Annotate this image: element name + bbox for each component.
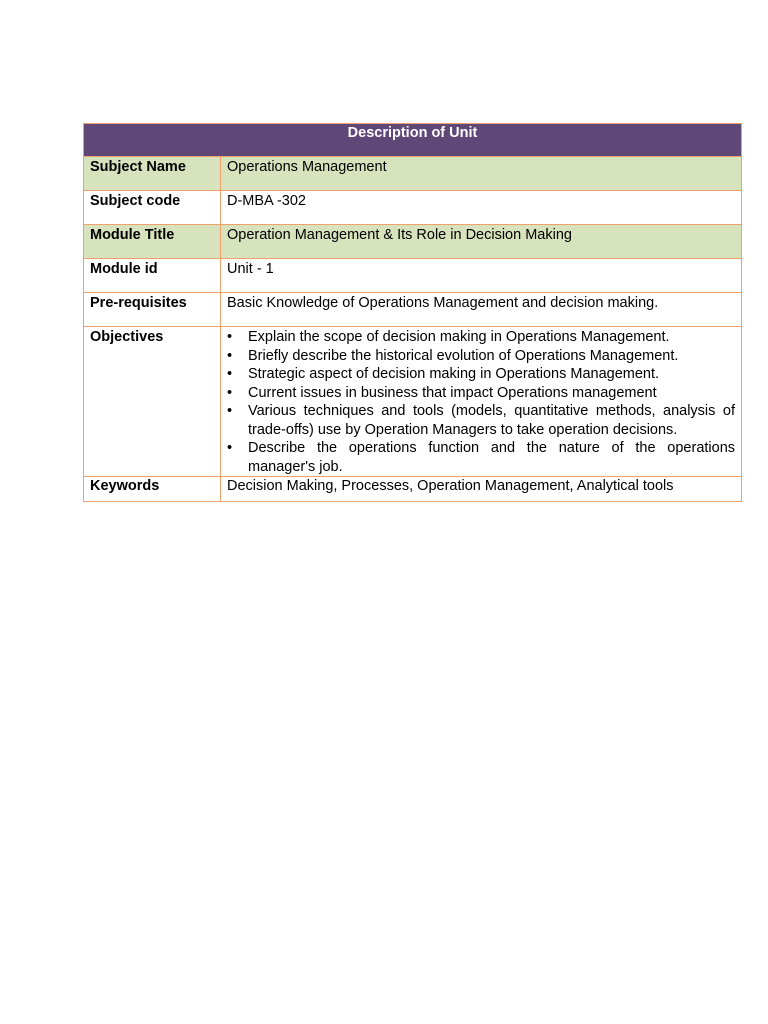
bullet-icon: • — [227, 366, 233, 382]
bullet-icon: • — [227, 347, 233, 364]
bullet-icon: • — [227, 329, 233, 345]
table-row-module-id — [84, 259, 742, 293]
row-label: Pre-requisites — [84, 293, 221, 327]
table-row-keywords — [84, 477, 742, 502]
row-label: Keywords — [84, 477, 221, 502]
row-label: Subject code — [84, 191, 221, 225]
table-row-pre-requisites — [84, 293, 742, 327]
list-item-text: Various techniques and tools (models, quantitative methods, analysis of trade-offs) use by Operation Managers to take operation decisions. — [248, 403, 736, 438]
bullet-icon: • — [227, 384, 233, 401]
list-item — [227, 384, 735, 403]
row-value: Operation Management & Its Role in Decision Making — [221, 225, 742, 259]
list-item — [227, 347, 735, 366]
list-item-text: Describe the operations function and the nature of the operations manager's job. — [248, 440, 736, 475]
table-header-text: Description of Unit — [347, 125, 478, 141]
list-item — [227, 439, 735, 476]
table-row-subject-code — [84, 191, 742, 225]
list-item-text: Briefly describe the historical evolution of Operations Management. — [248, 347, 679, 364]
row-value — [221, 327, 742, 477]
list-item-text: Current issues in business that impact Operations management — [248, 384, 657, 401]
bullet-icon: • — [227, 440, 233, 456]
list-item-text: Explain the scope of decision making in Operations Management. — [248, 329, 670, 345]
list-item — [227, 402, 735, 439]
list-item — [227, 328, 735, 347]
row-value: Basic Knowledge of Operations Management and decision making. — [221, 293, 742, 327]
list-item-text: Strategic aspect of decision making in Operations Management. — [248, 366, 660, 382]
unit-description-table — [83, 123, 742, 502]
table-row-module-title — [84, 225, 742, 259]
table-header-row — [84, 124, 742, 157]
row-label: Subject Name — [84, 157, 221, 191]
objectives-list — [227, 328, 735, 476]
table-header — [84, 124, 742, 157]
bullet-icon: • — [227, 403, 233, 419]
row-label: Objectives — [84, 327, 221, 477]
row-label: Module Title — [84, 225, 221, 259]
row-value: D-MBA -302 — [221, 191, 742, 225]
table-row-objectives — [84, 327, 742, 477]
row-value: Decision Making, Processes, Operation Management, Analytical tools — [221, 477, 742, 502]
row-value: Unit - 1 — [221, 259, 742, 293]
row-value: Operations Management — [221, 157, 742, 191]
table-row-subject-name — [84, 157, 742, 191]
row-label: Module id — [84, 259, 221, 293]
list-item — [227, 365, 735, 384]
